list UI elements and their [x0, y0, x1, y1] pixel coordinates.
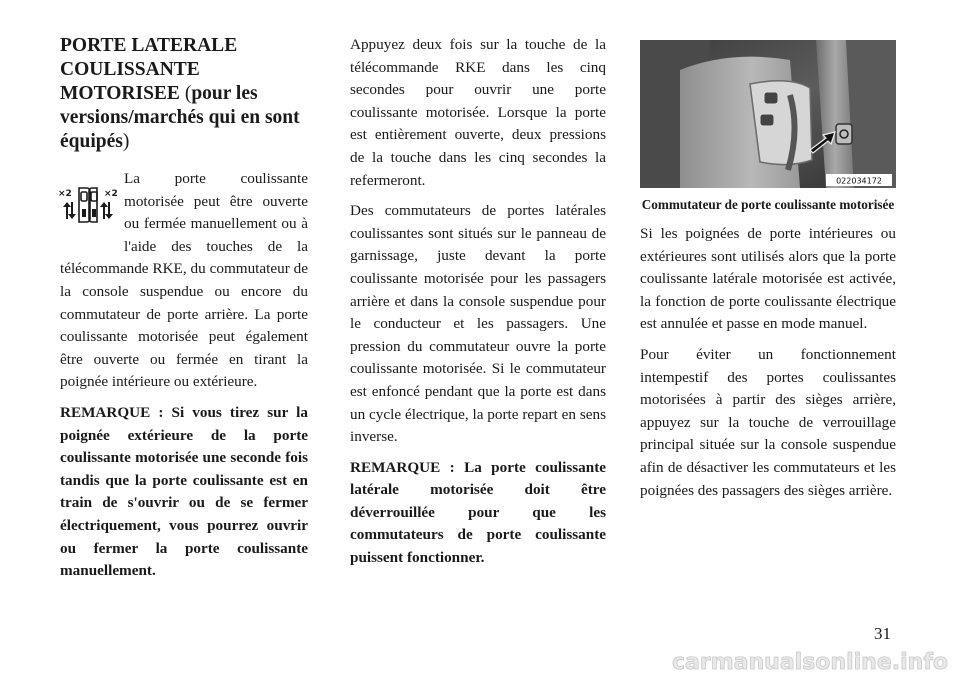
- middle-column: [350, 34, 606, 578]
- heading-paren-close: ): [122, 131, 130, 152]
- heading-paren-open: (: [184, 83, 192, 104]
- figure-caption: Commutateur de porte coulissante motorisée: [641, 197, 895, 212]
- power-sliding-door-icon: [58, 170, 120, 236]
- section-heading: [60, 34, 308, 154]
- paragraph-lockout: Pour éviter un fonctionnement intempestif des portes coulissantes motorisées à partir des sièges arrière, appuyez sur la touche de verrouillage principal située sur la console suspendue afin de désactiver les commutateurs et les poignées des passagers des sièges arrière.: [640, 345, 896, 499]
- icon-label-left: ×2: [58, 189, 72, 199]
- paragraph-intro: La porte coulissante motorisée peut être ouverte ou fermée manuellement ou à l'aide des touches de la télécommande RKE, du commutateur de la console suspendue ou encore du commutateur de porte arrière. La porte coulissante motorisée peut également être ouverte ou fermée en tirant la poignée intérieure ou extérieure.: [60, 170, 308, 391]
- paragraph-rke: Appuyez deux fois sur la touche de la télécommande RKE dans les cinq secondes pour ouvrir une porte coulissante motorisée. Lorsque la porte est entièrement ouverte, deux pressions de la touche dans les cinq secondes la refermeront.: [350, 36, 606, 189]
- note-manual-operation: REMARQUE : Si vous tirez sur la poignée extérieure de la porte coulissante motorisée une seconde fois tandis que la porte coulissante est en train de s'ouvrir ou de se fermer électriquement, vous pourrez ouvrir ou fermer la porte coulissante manuellement.: [60, 403, 308, 580]
- icon-label-right: ×2: [104, 189, 118, 199]
- heading-qualifier: pour les versions/marchés qui en sont équipés: [60, 83, 300, 152]
- right-column: [640, 34, 896, 510]
- watermark: [560, 650, 950, 674]
- paragraph-switches: Des commutateurs de portes latérales coulissantes sont situés sur le panneau de garnissage, juste devant la porte coulissante motorisée pour les passagers arrière et dans la console suspendue pour le conducteur et les passagers. Une pression du commutateur ouvre la porte coulissante motorisée. Si le commutateur est enfoncé pendant que la porte est dans un cycle électrique, la porte repart en sens inverse.: [350, 202, 606, 446]
- left-column: [60, 34, 308, 591]
- figure-code: 022034172: [836, 176, 882, 186]
- paragraph-manual-mode: Si les poignées de porte intérieures ou extérieures sont utilisés alors que la porte coulissante latérale motorisée est activée, la fonction de porte coulissante électrique est annulée et passe en mode manuel.: [640, 225, 896, 333]
- page-number: 31: [874, 624, 891, 643]
- watermark-text: carmanualsonline.info: [672, 650, 948, 674]
- note-unlock-required: REMARQUE : La porte coulissante latérale motorisée doit être déverrouillée pour que les commutateurs de porte coulissante puissent fonctionner.: [350, 458, 606, 567]
- door-switch-photo: [640, 40, 896, 188]
- heading-bold: PORTE LATERALE COULISSANTE MOTORISEE: [60, 35, 238, 104]
